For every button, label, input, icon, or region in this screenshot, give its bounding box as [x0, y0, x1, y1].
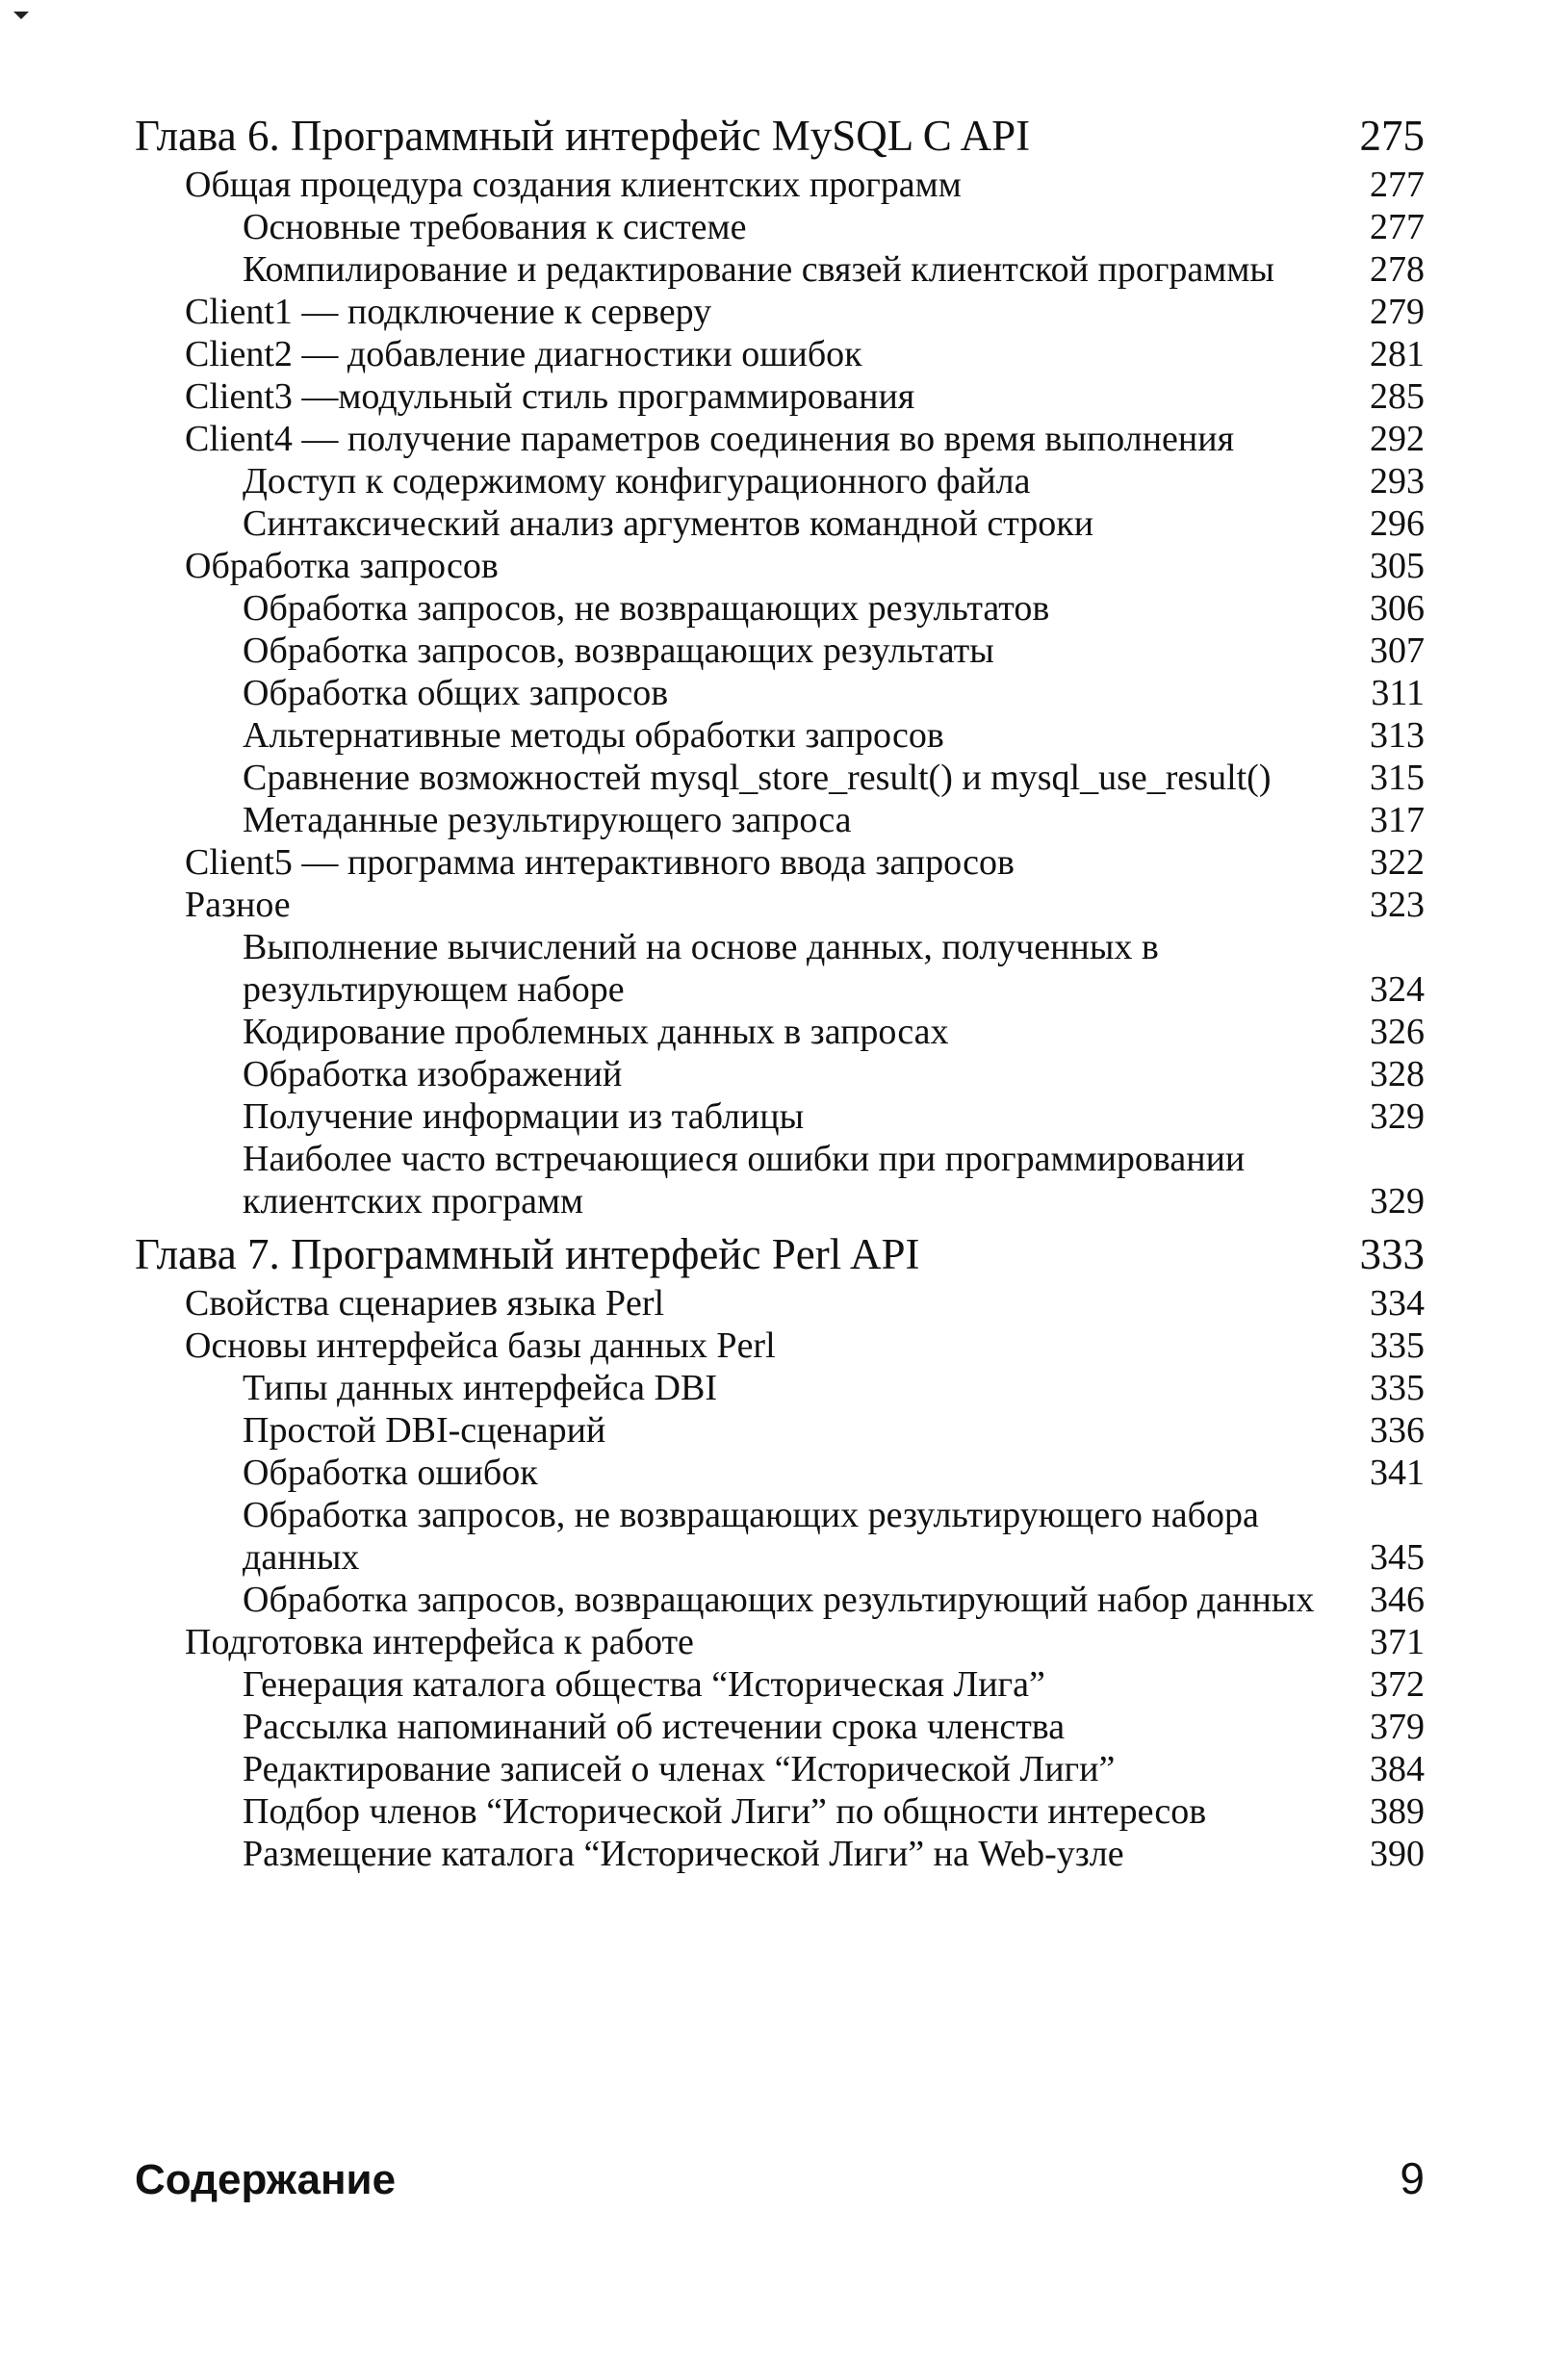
toc-entry-title: Общая процедура создания клиентских программ — [185, 165, 962, 205]
toc-entry — [135, 1706, 1425, 1748]
toc-entry-page: 278 — [1370, 249, 1425, 290]
toc-entry-title: Простой DBI-сценарий — [243, 1410, 606, 1451]
toc-entry-title: Метаданные результирующего запроса — [243, 800, 852, 840]
toc-entry-title: Кодирование проблемных данных в запросах — [243, 1012, 949, 1052]
toc-entry — [135, 672, 1425, 714]
toc-entry — [135, 799, 1425, 841]
toc-entry-page: 315 — [1370, 758, 1425, 798]
toc-entry-title: Client1 — подключение к серверу — [185, 292, 712, 332]
toc-entry-title: Рассылка напоминаний об истечении срока членства — [243, 1707, 1066, 1747]
toc-entry — [135, 1282, 1425, 1324]
toc-entry-title: Обработка общих запросов — [243, 673, 669, 713]
toc-entry-title: Подготовка интерфейса к работе — [185, 1622, 694, 1662]
chapter-title: Глава 6. Программный интерфейс MySQL C API — [135, 112, 1031, 160]
toc-entry-page: 317 — [1370, 800, 1425, 840]
toc-entry-page: 329 — [1370, 1181, 1425, 1222]
toc-entry-title: Основные требования к системе — [243, 207, 747, 247]
toc-entry — [135, 587, 1425, 630]
toc-entry-page: 390 — [1370, 1834, 1425, 1874]
table-of-contents — [135, 108, 1425, 1875]
chapter-title: Глава 7. Программный интерфейс Perl API — [135, 1230, 920, 1278]
toc-entry-title: Client3 —модульный стиль программирования — [185, 376, 915, 417]
toc-entry-title: Обработка запросов, возвращающих результирующий набор данных — [243, 1580, 1315, 1620]
toc-entry-title: Client5 — программа интерактивного ввода запросов — [185, 842, 1015, 883]
toc-entry-page: 334 — [1370, 1283, 1425, 1324]
footer-section-title: Содержание — [135, 2156, 397, 2203]
toc-entry-title: Обработка изображений — [243, 1054, 623, 1094]
toc-entry-title: Обработка запросов, не возвращающих результатов — [243, 588, 1050, 629]
toc-entry-title: Генерация каталога общества “Историческая Лига” — [243, 1664, 1045, 1705]
toc-entry — [135, 884, 1425, 926]
toc-entry-page: 328 — [1370, 1054, 1425, 1094]
toc-entry-page: 307 — [1370, 630, 1425, 671]
toc-entry-title: Компилирование и редактирование связей клиентской программы — [243, 249, 1274, 290]
toc-entry-title: Обработка запросов — [185, 546, 499, 586]
chapter-page: 275 — [1359, 112, 1425, 160]
chapter-heading — [135, 108, 1425, 164]
toc-entry — [135, 460, 1425, 502]
toc-entry — [135, 1494, 1425, 1579]
toc-entry — [135, 375, 1425, 418]
toc-entry-page: 293 — [1370, 461, 1425, 501]
toc-entry-page: 296 — [1370, 503, 1425, 544]
toc-entry — [135, 714, 1425, 757]
chapter-entries — [135, 1282, 1425, 1875]
toc-entry-title: Обработка запросов, возвращающих результаты — [243, 630, 994, 671]
scan-corner-mark — [13, 12, 29, 19]
toc-entry-title: Обработка запросов, не возвращающих результирующего набора данных — [243, 1495, 1259, 1578]
toc-entry — [135, 1621, 1425, 1663]
toc-entry — [135, 333, 1425, 375]
toc-entry — [135, 1748, 1425, 1790]
toc-entry — [135, 1452, 1425, 1494]
toc-entry-title: Client2 — добавление диагностики ошибок — [185, 334, 862, 374]
toc-entry-title: Подбор членов “Исторической Лиги” по общности интересов — [243, 1791, 1207, 1832]
toc-entry — [135, 1011, 1425, 1053]
toc-entry — [135, 1790, 1425, 1833]
toc-entry-page: 322 — [1370, 842, 1425, 883]
toc-entry — [135, 164, 1425, 206]
toc-entry-page: 306 — [1370, 588, 1425, 629]
toc-entry — [135, 630, 1425, 672]
toc-entry-page: 384 — [1370, 1749, 1425, 1789]
toc-entry-page: 329 — [1370, 1096, 1425, 1137]
toc-entry — [135, 1053, 1425, 1095]
toc-entry — [135, 248, 1425, 291]
toc-entry — [135, 502, 1425, 545]
toc-entry — [135, 1138, 1425, 1222]
toc-entry-page: 372 — [1370, 1664, 1425, 1705]
toc-entry — [135, 926, 1425, 1011]
toc-entry-title: Наиболее часто встречающиеся ошибки при программировании клиентских программ — [243, 1139, 1246, 1222]
toc-entry-page: 335 — [1370, 1325, 1425, 1366]
toc-entry — [135, 206, 1425, 248]
toc-entry-title: Получение информации из таблицы — [243, 1096, 805, 1137]
toc-entry-page: 341 — [1370, 1453, 1425, 1493]
toc-entry-title: Альтернативные методы обработки запросов — [243, 715, 944, 756]
toc-entry — [135, 757, 1425, 799]
toc-entry-page: 292 — [1370, 419, 1425, 459]
toc-entry-page: 379 — [1370, 1707, 1425, 1747]
page-number: 9 — [1400, 2153, 1425, 2203]
toc-entry — [135, 1579, 1425, 1621]
toc-entry-page: 336 — [1370, 1410, 1425, 1451]
toc-entry — [135, 1409, 1425, 1452]
toc-entry-title: Синтаксический анализ аргументов командной строки — [243, 503, 1094, 544]
toc-entry-title: Доступ к содержимому конфигурационного файла — [243, 461, 1031, 501]
toc-entry-title: Свойства сценариев языка Perl — [185, 1283, 665, 1324]
toc-entry — [135, 841, 1425, 884]
toc-entry — [135, 291, 1425, 333]
toc-entry-page: 324 — [1370, 969, 1425, 1010]
toc-entry-title: Размещение каталога “Исторической Лиги” на Web-узле — [243, 1834, 1124, 1874]
toc-entry-title: Выполнение вычислений на основе данных, полученных в результирующем наборе — [243, 927, 1159, 1010]
toc-entry-page: 389 — [1370, 1791, 1425, 1832]
toc-entry-page: 277 — [1370, 165, 1425, 205]
toc-entry-page: 281 — [1370, 334, 1425, 374]
toc-entry — [135, 1095, 1425, 1138]
toc-entry-page: 335 — [1370, 1368, 1425, 1408]
toc-entry — [135, 418, 1425, 460]
toc-entry-page: 345 — [1370, 1537, 1425, 1578]
toc-entry-title: Разное — [185, 885, 291, 925]
toc-entry — [135, 1833, 1425, 1875]
toc-entry-title: Client4 — получение параметров соединения во время выполнения — [185, 419, 1235, 459]
chapter-heading — [135, 1226, 1425, 1282]
toc-entry — [135, 1324, 1425, 1367]
toc-entry-page: 371 — [1370, 1622, 1425, 1662]
toc-entry-page: 305 — [1370, 546, 1425, 586]
toc-entry-page: 279 — [1370, 292, 1425, 332]
toc-entry-page: 313 — [1370, 715, 1425, 756]
toc-entry — [135, 545, 1425, 587]
toc-entry-page: 277 — [1370, 207, 1425, 247]
toc-entry-title: Обработка ошибок — [243, 1453, 538, 1493]
toc-entry-title: Редактирование записей о членах “Исторической Лиги” — [243, 1749, 1116, 1789]
toc-entry-title: Сравнение возможностей mysql_store_result() и mysql_use_result() — [243, 758, 1272, 798]
toc-entry-page: 285 — [1370, 376, 1425, 417]
toc-entry-page: 326 — [1370, 1012, 1425, 1052]
chapter-page: 333 — [1359, 1230, 1425, 1278]
toc-entry-page: 323 — [1370, 885, 1425, 925]
toc-entry-title: Типы данных интерфейса DBI — [243, 1368, 717, 1408]
toc-entry-title: Основы интерфейса базы данных Perl — [185, 1325, 776, 1366]
toc-entry — [135, 1663, 1425, 1706]
toc-entry-page: 346 — [1370, 1580, 1425, 1620]
chapter-entries — [135, 164, 1425, 1222]
toc-entry — [135, 1367, 1425, 1409]
page-footer — [135, 2152, 1425, 2204]
toc-entry-page: 311 — [1371, 673, 1425, 713]
